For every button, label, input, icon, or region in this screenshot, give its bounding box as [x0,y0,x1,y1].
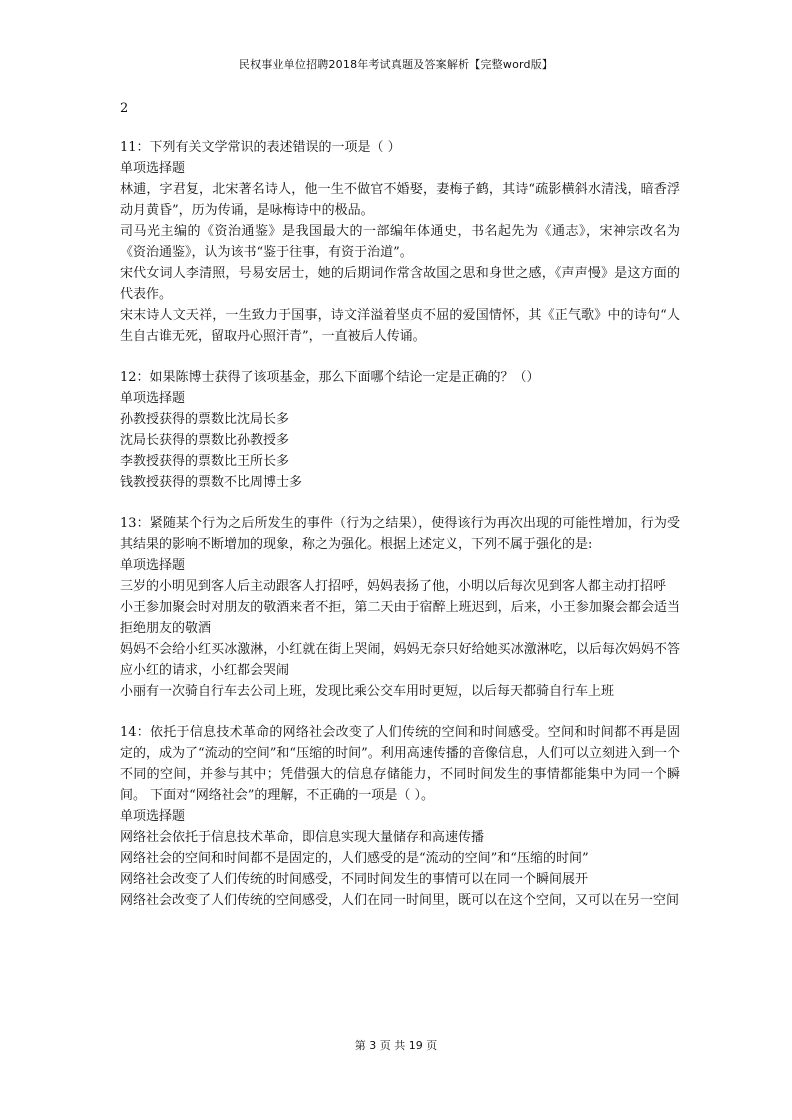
option-b: 司马光主编的《资治通鉴》是我国最大的一部编年体通史，书名起先为《通志》，宋神宗改名为《资治通鉴》，认为该书“鉴于往事，有资于治道”。 [120,224,680,260]
document-body [120,98,680,931]
page-footer: 第 3 页 共 19 页 [354,1039,438,1052]
option-a: 孙教授获得的票数比沈局长多 [120,412,290,427]
option-b: 沈局长获得的票数比孙教授多 [120,433,290,448]
question-14 [120,722,680,911]
question-stem: 11：下列有关文学常识的表述错误的一项是（ ） [120,140,401,155]
option-d: 网络社会改变了人们传统的空间感受，人们在同一时间里，既可以在这个空间，又可以在另一空间 [120,893,680,908]
question-stem: 14：依托于信息技术革命的网络社会改变了人们传统的空间和时间感受。空间和时间都不再是固定的，成为了“流动的空间”和“压缩的时间”。利用高速传播的音像信息，人们可以立刻进入到一个不同的空间，并参与其中；凭借强大的信息存储能力，不同时间发生的事情都能集中为同一个瞬间。 下面对“网络社会”的理解，不正确的一项是（ ）。 [120,725,680,803]
page-header: 民权事业单位招聘2018年考试真题及答案解析【完整word版】 [238,58,554,71]
question-12 [120,367,680,493]
option-d: 钱教授获得的票数不比周博士多 [120,475,303,490]
option-b: 网络社会的空间和时间都不是固定的，人们感受的是“流动的空间”和“压缩的时间” [120,851,589,866]
option-a: 三岁的小明见到客人后主动跟客人打招呼，妈妈表扬了他，小明以后每次见到客人都主动打招呼 [120,579,667,594]
option-d: 小丽有一次骑自行车去公司上班，发现比乘公交车用时更短，以后每天都骑自行车上班 [120,684,615,699]
option-a: 林逋，字君复，北宋著名诗人，他一生不做官不婚娶，妻梅子鹤，其诗“疏影横斜水清浅，暗香浮动月黄昏”，历为传诵，是咏梅诗中的极品。 [120,182,680,218]
question-11 [120,137,680,347]
option-c: 妈妈不会给小红买冰激淋，小红就在街上哭闹，妈妈无奈只好给她买冰激淋吃，以后每次妈妈不答应小红的请求，小红都会哭闹 [120,642,680,678]
lead-text: 2 [120,101,129,116]
question-type: 单项选择题 [120,391,186,406]
question-stem: 12：如果陈博士获得了该项基金，那么下面哪个结论一定是正确的？（） [120,370,540,385]
option-c: 宋代女词人李清照，号易安居士，她的后期词作常含故国之思和身世之感，《声声慢》是这方面的代表作。 [120,266,680,302]
question-type: 单项选择题 [120,558,186,573]
option-c: 网络社会改变了人们传统的时间感受，不同时间发生的事情可以在同一个瞬间展开 [120,872,589,887]
question-13 [120,513,680,702]
option-a: 网络社会依托于信息技术革命，即信息实现大量储存和高速传播 [120,830,485,845]
question-type: 单项选择题 [120,161,186,176]
option-d: 宋末诗人文天祥，一生致力于国事，诗文洋溢着坚贞不屈的爱国情怀，其《正气歌》中的诗句“人生自古谁无死，留取丹心照汗青”，一直被后人传诵。 [120,308,680,344]
question-type: 单项选择题 [120,809,186,824]
option-b: 小王参加聚会时对朋友的敬酒来者不拒，第二天由于宿醉上班迟到，后来，小王参加聚会都会适当拒绝朋友的敬酒 [120,600,680,636]
question-stem: 13：紧随某个行为之后所发生的事件（行为之结果），使得该行为再次出现的可能性增加，行为受其结果的影响不断增加的现象，称之为强化。根据上述定义，下列不属于强化的是: [120,516,680,552]
option-c: 李教授获得的票数比王所长多 [120,454,290,469]
